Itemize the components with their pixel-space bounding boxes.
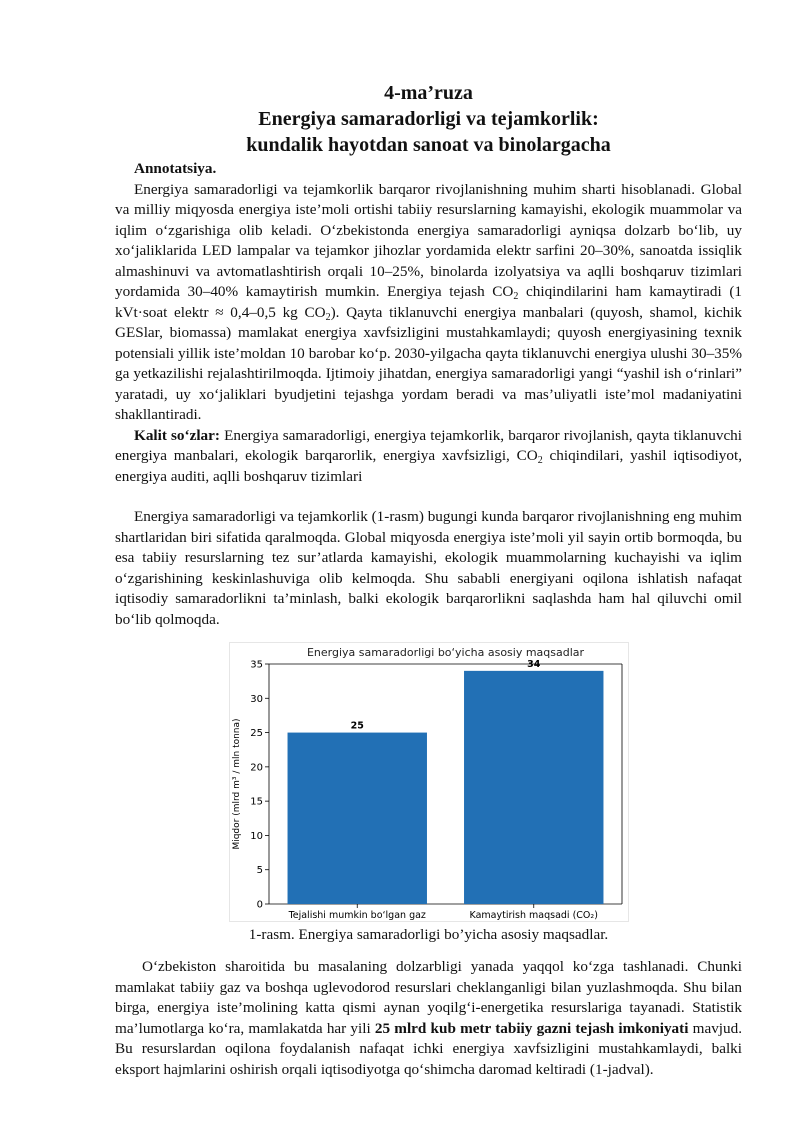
- abstract-sub-2: 2: [325, 311, 331, 323]
- title-line-1: Energiya samaradorligi va tejamkorlik:: [258, 108, 599, 130]
- bar: [287, 733, 426, 904]
- bar-data-label: 34: [526, 658, 540, 670]
- keywords-label: Kalit so‘zlar:: [134, 426, 220, 444]
- y-tick-label: 20: [249, 762, 263, 774]
- y-tick-label: 10: [249, 830, 263, 842]
- keywords-sub: 2: [537, 455, 543, 466]
- chart-title: Energiya samaradorligi bo‘yicha asosiy maqsadlar: [306, 646, 584, 659]
- y-tick-label: 35: [249, 659, 263, 671]
- y-tick-label: 30: [249, 693, 263, 705]
- body-paragraph: [115, 957, 742, 1080]
- lecture-number: 4-ma’ruza: [384, 82, 473, 104]
- figure-caption: 1-rasm. Energiya samaradorligi bo’yicha asosiy maqsadlar.: [248, 926, 609, 943]
- abstract-text-1: Energiya samaradorligi va tejamkorlik barqaror rivojlanishning muhim sharti hisoblanadi. Global va milliy miqyosda energiya iste’moli ortishi tabiiy resurslarning kamayishi, ekologik muammolar va iqlim o‘zgarishiga olib keladi. O‘zbekistonda energiya samaradorligi ayniqsa dolzarb bo‘lib, uy xo‘jaliklarida LED lampalar va tejamkor jihozlar yordamida elektr sarfini 20–30%, sanoatda issiqlik almashinuvi va avtomatlashtirish orqali 10–25%, binolarda izolyatsiya va aqlli boshqaruv tizimlari yordamida 30–40% kamaytirish mumkin. Energiya tejash CO: [115, 180, 742, 300]
- bar: [464, 671, 603, 904]
- abstract-text-3: ). Qayta tiklanuvchi energiya manbalari (quyosh, shamol, kichik GESlar, biomassa) mamlakat energiya xavfsizligini mustahkamlaydi; quyosh energiyasining texnik potensiali yillik iste’moldan 10 barobar ko‘p. 2030-yilgacha qayta tiklanuvchi energiya ulushi 30–35% ga yetkazilishi rejalashtirilmoqda. Ijtimoiy jihatdan, energiya samaradorligi yangi “yashil ish o‘rinlari” yaratadi, uy xo‘jaliklari byudjetini tejashga yordam beradi va mas’uliyatli iste’mol madaniyatini shakllantiradi.: [115, 303, 742, 423]
- abstract-sub-1: 2: [513, 291, 519, 302]
- bar-data-label: 25: [350, 720, 364, 732]
- body-text-bold: 25 mlrd kub metr tabiiy gazni tejash imkoniyati: [374, 1019, 689, 1037]
- y-tick-label: 0: [256, 899, 263, 911]
- figure: [229, 642, 629, 922]
- bar-chart: [229, 642, 629, 922]
- intro-paragraph: Energiya samaradorligi va tejamkorlik (1-rasm) bugungi kunda barqaror rivojlanishning eng muhim shartlaridan biri sifatida qaralmoqda. Global miqyosda energiya iste’moli yil sayin ortib bormoqda, bu esa tabiiy resurslarning tez sur’atlarda kamayishi, ekologik muammolarning kuchayishi va iqlim o‘zgarishining keskinlashuviga olib kelmoqda. Shu sababli energiyani oqilona ishlatish nafaqat iqtisodiy samaradorlikni ta’minlash, balki ekologik barqarorlikni saqlashda ham hal qiluvchi omil bo‘lib qolmoqda.: [115, 508, 742, 628]
- body-text-2: mavjud. Bu resurslardan oqilona foydalanish nafaqat ichki energiya xavfsizligini mustahkamlaydi, balki eksport hajmlarini oshirish orqali iqtisodiyotga qo‘shimcha daromad keltiradi (1-jadval).: [115, 1019, 742, 1078]
- x-tick-label: Tejalishi mumkin bo‘lgan gaz: [288, 910, 426, 921]
- keywords-paragraph: [115, 426, 742, 488]
- keywords-text-2: chiqindilari, yashil iqtisodiyot, energiya auditi, aqlli boshqaruv tizimlari: [115, 447, 742, 485]
- title-line-2: kundalik hayotdan sanoat va binolargacha: [246, 134, 611, 156]
- y-tick-label: 25: [249, 728, 263, 740]
- y-tick-label: 15: [249, 796, 263, 808]
- y-tick-label: 5: [256, 865, 263, 877]
- abstract-paragraph: [115, 180, 742, 426]
- spacer: [115, 487, 742, 507]
- abstract-label-line: [115, 159, 742, 180]
- abstract-label: Annotatsiya.: [134, 160, 217, 177]
- abstract-text-2: chiqindilarini ham kamaytiradi (1 kVt·soat elektr ≈ 0,4–0,5 kg CO: [115, 283, 742, 321]
- keywords-text-1: Energiya samaradorligi, energiya tejamkorlik, barqaror rivojlanish, qayta tiklanuvchi energiya manbalari, ekologik barqarorlik, energiya xavfsizligi, CO: [115, 426, 742, 464]
- page: [115, 80, 742, 1080]
- x-tick-label: Kamaytirish maqsadi (CO₂): [469, 910, 598, 921]
- body-text-1: O‘zbekiston sharoitida bu masalaning dolzarbligi yanada yaqqol ko‘zga tashlanadi. Chunki mamlakat tabiiy gaz va boshqa uglevodorod resurslari cheklanganligi bilan yuzlashmoqda. Shu bilan birga, energiya iste’molining katta qismi aynan yoqilg‘i-energetika resurslariga tayanadi. Statistik ma’lumotlarga ko‘ra, mamlakatda har yili: [115, 958, 742, 1037]
- y-axis-label: Miqdor (mlrd m³ / mln tonna): [231, 718, 242, 850]
